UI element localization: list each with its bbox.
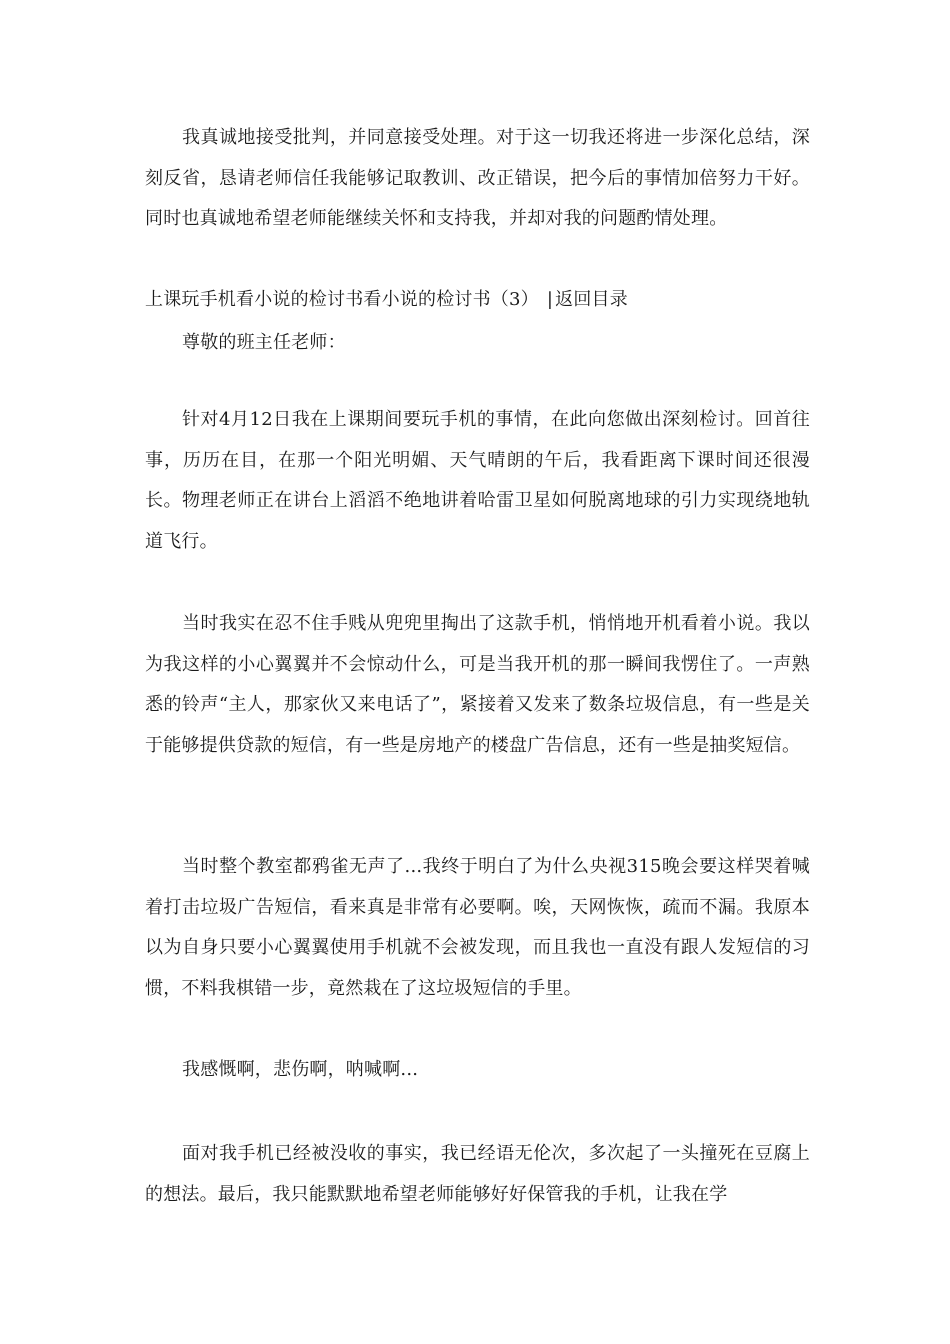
salutation: 尊敬的班主任老师： xyxy=(182,332,346,353)
paragraph-lament: 我感慨啊，悲伤啊，呐喊啊... xyxy=(182,1059,419,1080)
section-title: 上课玩手机看小说的检讨书看小说的检讨书（3） xyxy=(145,289,539,310)
paragraph-acceptance: 我真诚地接受批判，并同意接受处理。对于这一切我还将进一步深化总结，深刻反省，恳请老师信任我能够记取教训、改正错误，把今后的事情加倍努力干好。同时也真诚地希望老师能继续关怀和支持我，并却对我的问题酌情处理。 xyxy=(145,127,810,229)
paragraph-phone: 当时我实在忍不住手贱从兜兜里掏出了这款手机，悄悄地开机看着小说。我以为我这样的小心翼翼并不会惊动什么，可是当我开机的那一瞬间我愣住了。一声熟悉的铃声“主人，那家伙又来电话了”，紧接着又发来了数条垃圾信息，有一些是关于能够提供贷款的短信，有一些是房地产的楼盘广告信息，还有一些是抽奖短信。 xyxy=(145,613,810,756)
return-to-toc-link[interactable]: 返回目录 xyxy=(555,289,628,310)
paragraph-confiscation: 面对我手机已经被没收的事实，我已经语无伦次，多次起了一头撞死在豆腐上的想法。最后，我只能默默地希望老师能够好好保管我的手机，让我在学 xyxy=(145,1143,810,1205)
paragraph-incident: 针对4月12日我在上课期间要玩手机的事情，在此向您做出深刻检讨。回首往事，历历在目，在那一个阳光明媚、天气晴朗的午后，我看距离下课时间还很漫长。物理老师正在讲台上滔滔不绝地讲着哈雷卫星如何脱离地球的引力实现绕地轨道飞行。 xyxy=(145,409,810,552)
heading-separator: | xyxy=(546,289,554,310)
section-heading xyxy=(145,280,810,320)
paragraph-classroom: 当时整个教室都鸦雀无声了...我终于明白了为什么央视315晚会要这样哭着喊着打击垃圾广告短信，看来真是非常有必要啊。唉，天网恢恢，疏而不漏。我原本以为自身只要小心翼翼使用手机就不会被发现，而且我也一直没有跟人发短信的习惯，不料我棋错一步，竟然栽在了这垃圾短信的手里。 xyxy=(145,856,810,999)
